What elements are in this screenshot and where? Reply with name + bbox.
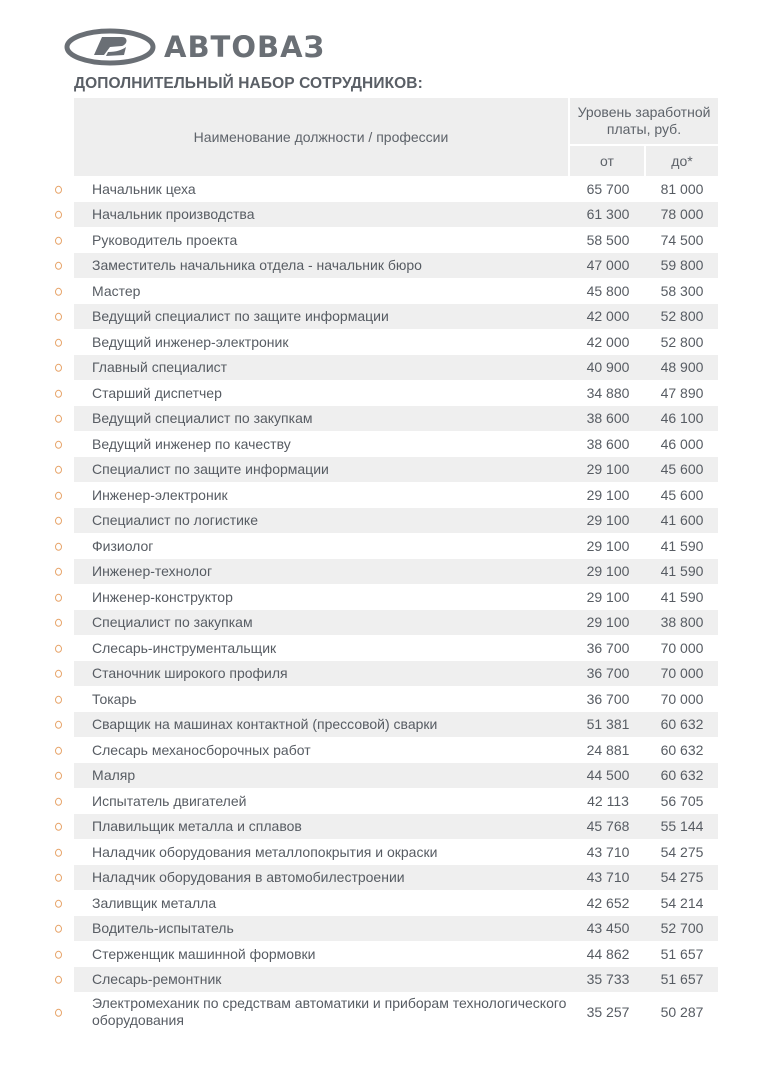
position-name — [74, 253, 570, 279]
position-label: Инженер-электроник — [92, 486, 228, 503]
position-label: Старший диспетчер — [92, 384, 222, 401]
header-position-name: Наименование должности / профессии — [74, 98, 570, 176]
position-label: Начальник цеха — [92, 180, 196, 197]
position-label: Специалист по логистике — [92, 512, 258, 529]
salary-from: 61 300 — [570, 202, 646, 228]
salary-to: 70 000 — [660, 690, 704, 707]
table-row — [74, 865, 718, 891]
position-name — [74, 967, 570, 993]
table-row — [74, 584, 718, 610]
salary-from: 44 862 — [586, 945, 630, 962]
salary-from: 35 733 — [570, 967, 646, 993]
salary-from: 42 000 — [586, 333, 630, 350]
salary-to: 41 590 — [660, 537, 704, 554]
position-label: Мастер — [92, 282, 141, 299]
brand-logo — [64, 28, 325, 66]
position-name — [74, 508, 570, 534]
salary-to: 45 600 — [646, 457, 718, 483]
salary-to: 52 700 — [646, 916, 718, 942]
salary-to: 70 000 — [646, 661, 718, 687]
salary-to: 58 300 — [660, 282, 704, 299]
page-title: ДОПОЛНИТЕЛЬНЫЙ НАБОР СОТРУДНИКОВ: — [74, 75, 423, 92]
position-label: Специалист по защите информации — [92, 461, 329, 478]
table-row — [74, 482, 718, 508]
position-name — [74, 992, 570, 1032]
table-row — [74, 278, 718, 304]
position-label: Станочник широкого профиля — [92, 665, 288, 682]
position-name — [74, 482, 570, 508]
table-row — [74, 788, 718, 814]
table-row — [74, 763, 718, 789]
position-label: Маляр — [92, 767, 136, 784]
table-row — [74, 380, 718, 406]
position-label: Заливщик металла — [92, 894, 217, 911]
salary-from: 29 100 — [570, 508, 646, 534]
salary-to: 52 800 — [660, 333, 704, 350]
table-row — [74, 610, 718, 636]
position-name — [74, 533, 570, 559]
salary-to: 78 000 — [646, 202, 718, 228]
bullet-circle-icon — [55, 823, 62, 831]
salary-from: 58 500 — [586, 231, 630, 248]
position-label: Электромеханик по средствам автоматики и приборам технологического оборудования — [92, 995, 567, 1028]
bullet-circle-icon — [55, 441, 62, 449]
header-from: от — [570, 146, 646, 176]
salary-from: 29 100 — [570, 559, 646, 585]
position-label: Сварщик на машинах контактной (прессовой) сварки — [92, 716, 438, 733]
salary-from: 24 881 — [586, 741, 630, 758]
position-label: Начальник производства — [92, 206, 255, 223]
bullet-circle-icon — [55, 645, 62, 653]
bullet-circle-icon — [55, 849, 62, 857]
salary-from: 29 100 — [586, 537, 630, 554]
table-row — [74, 814, 718, 840]
position-label: Слесарь-ремонтник — [92, 971, 222, 988]
position-name — [74, 329, 570, 355]
bullet-circle-icon — [55, 670, 62, 678]
position-name — [74, 202, 570, 228]
bullet-circle-icon — [55, 211, 62, 219]
table-row — [74, 635, 718, 661]
bullet-circle-icon — [55, 594, 62, 602]
salary-from: 47 000 — [570, 253, 646, 279]
bullet-circle-icon — [55, 619, 62, 627]
salary-to: 48 900 — [646, 355, 718, 381]
salary-from: 45 800 — [586, 282, 630, 299]
salary-from: 42 652 — [586, 894, 630, 911]
salary-to: 50 287 — [660, 1003, 704, 1020]
salary-to: 59 800 — [646, 253, 718, 279]
salary-from: 35 257 — [586, 1003, 630, 1020]
salary-from: 43 710 — [570, 865, 646, 891]
position-name — [74, 227, 570, 253]
bullet-circle-icon — [55, 568, 62, 576]
position-label: Водитель-испытатель — [92, 920, 234, 937]
table-row — [74, 992, 718, 1032]
salary-to: 52 800 — [646, 304, 718, 330]
table-row — [74, 227, 718, 253]
position-name — [74, 839, 570, 865]
position-name — [74, 763, 570, 789]
position-label: Главный специалист — [92, 359, 228, 376]
position-name — [74, 788, 570, 814]
salary-from: 43 450 — [570, 916, 646, 942]
bullet-circle-icon — [55, 976, 62, 984]
position-name — [74, 916, 570, 942]
salary-to: 60 632 — [646, 712, 718, 738]
table-row — [74, 737, 718, 763]
position-label: Ведущий инженер по качеству — [92, 435, 291, 452]
salary-to: 56 705 — [660, 792, 704, 809]
position-label: Специалист по закупкам — [92, 614, 253, 631]
position-name — [74, 814, 570, 840]
bullet-circle-icon — [55, 466, 62, 474]
table-row — [74, 253, 718, 279]
position-label: Токарь — [92, 690, 137, 707]
position-label: Наладчик оборудования металлопокрытия и окраски — [92, 843, 438, 860]
position-name — [74, 355, 570, 381]
bullet-circle-icon — [55, 364, 62, 372]
bullet-circle-icon — [55, 517, 62, 525]
salary-to: 47 890 — [660, 384, 704, 401]
salary-table — [74, 98, 718, 1032]
position-name — [74, 661, 570, 687]
bullet-circle-icon — [55, 313, 62, 321]
salary-to: 51 657 — [660, 945, 704, 962]
table-row — [74, 431, 718, 457]
salary-to: 51 657 — [646, 967, 718, 993]
salary-from: 38 600 — [586, 435, 630, 452]
position-name — [74, 635, 570, 661]
position-name — [74, 686, 570, 712]
position-label: Ведущий специалист по защите информации — [92, 308, 389, 325]
salary-from: 51 381 — [570, 712, 646, 738]
position-name — [74, 890, 570, 916]
bullet-circle-icon — [55, 186, 62, 194]
position-label: Ведущий специалист по закупкам — [92, 410, 313, 427]
position-label: Ведущий инженер-электроник — [92, 333, 289, 350]
bullet-circle-icon — [55, 772, 62, 780]
position-label: Инженер-конструктор — [92, 588, 233, 605]
position-name — [74, 431, 570, 457]
table-row — [74, 202, 718, 228]
table-row — [74, 686, 718, 712]
salary-to: 60 632 — [646, 763, 718, 789]
table-row — [74, 712, 718, 738]
position-name — [74, 304, 570, 330]
salary-to: 41 590 — [646, 559, 718, 585]
position-label: Физиолог — [92, 537, 154, 554]
salary-from: 38 600 — [570, 406, 646, 432]
position-label: Плавильщик металла и сплавов — [92, 818, 302, 835]
salary-to: 46 000 — [660, 435, 704, 452]
salary-from: 29 100 — [586, 588, 630, 605]
position-name — [74, 559, 570, 585]
bullet-circle-icon — [55, 747, 62, 755]
table-row — [74, 406, 718, 432]
table-row — [74, 661, 718, 687]
salary-from: 36 700 — [586, 639, 630, 656]
salary-from: 45 768 — [570, 814, 646, 840]
salary-from: 36 700 — [586, 690, 630, 707]
salary-from: 65 700 — [586, 180, 630, 197]
table-row — [74, 890, 718, 916]
table-row — [74, 839, 718, 865]
table-row — [74, 457, 718, 483]
salary-to: 81 000 — [660, 180, 704, 197]
salary-to: 41 600 — [646, 508, 718, 534]
table-row — [74, 533, 718, 559]
salary-to: 70 000 — [660, 639, 704, 656]
bullet-circle-icon — [55, 288, 62, 296]
table-row — [74, 508, 718, 534]
salary-from: 42 000 — [570, 304, 646, 330]
table-row — [74, 329, 718, 355]
table-row — [74, 355, 718, 381]
position-label: Инженер-технолог — [92, 563, 213, 580]
position-name — [74, 941, 570, 967]
position-name — [74, 380, 570, 406]
salary-to: 45 600 — [660, 486, 704, 503]
salary-to: 54 275 — [646, 865, 718, 891]
salary-from: 34 880 — [586, 384, 630, 401]
brand-name: АВТОВАЗ — [164, 30, 326, 64]
table-row — [74, 941, 718, 967]
salary-to: 60 632 — [660, 741, 704, 758]
position-label: Испытатель двигателей — [92, 792, 247, 809]
salary-from: 44 500 — [570, 763, 646, 789]
salary-to: 54 214 — [660, 894, 704, 911]
lada-boat-logo-icon — [64, 28, 156, 66]
table-row — [74, 559, 718, 585]
position-name — [74, 278, 570, 304]
salary-from: 29 100 — [570, 610, 646, 636]
position-name — [74, 584, 570, 610]
table-row — [74, 176, 718, 202]
position-name — [74, 457, 570, 483]
table-row — [74, 304, 718, 330]
salary-from: 40 900 — [570, 355, 646, 381]
position-name — [74, 712, 570, 738]
position-name — [74, 176, 570, 202]
salary-from: 42 113 — [587, 792, 629, 809]
bullet-circle-icon — [55, 415, 62, 423]
salary-to: 54 275 — [660, 843, 704, 860]
bullet-circle-icon — [55, 390, 62, 398]
salary-from: 43 710 — [586, 843, 630, 860]
salary-to: 38 800 — [646, 610, 718, 636]
bullet-circle-icon — [55, 237, 62, 245]
salary-to: 55 144 — [646, 814, 718, 840]
position-label: Слесарь-инструментальщик — [92, 639, 277, 656]
salary-to: 74 500 — [660, 231, 704, 248]
bullet-circle-icon — [55, 696, 62, 704]
position-label: Стерженщик машинной формовки — [92, 945, 316, 962]
bullet-circle-icon — [55, 1009, 62, 1017]
bullet-circle-icon — [55, 900, 62, 908]
salary-to: 46 100 — [646, 406, 718, 432]
bullet-circle-icon — [55, 951, 62, 959]
position-name — [74, 737, 570, 763]
table-row — [74, 916, 718, 942]
position-name — [74, 406, 570, 432]
bullet-circle-icon — [55, 798, 62, 806]
bullet-circle-icon — [55, 721, 62, 729]
bullet-circle-icon — [55, 874, 62, 882]
bullet-circle-icon — [55, 339, 62, 347]
salary-from: 36 700 — [570, 661, 646, 687]
position-label: Заместитель начальника отдела - начальник бюро — [92, 257, 422, 274]
header-to: до* — [646, 146, 718, 176]
position-name — [74, 610, 570, 636]
position-name — [74, 865, 570, 891]
bullet-circle-icon — [55, 262, 62, 270]
bullet-circle-icon — [55, 492, 62, 500]
header-salary-level: Уровень заработной платы, руб. — [570, 98, 718, 146]
position-label: Слесарь механосборочных работ — [92, 741, 311, 758]
position-label: Руководитель проекта — [92, 231, 238, 248]
salary-from: 29 100 — [586, 486, 630, 503]
salary-from: 29 100 — [570, 457, 646, 483]
salary-to: 41 590 — [660, 588, 704, 605]
bullet-circle-icon — [55, 543, 62, 551]
position-label: Наладчик оборудования в автомобилестроении — [92, 869, 405, 886]
table-row — [74, 967, 718, 993]
bullet-circle-icon — [55, 925, 62, 933]
